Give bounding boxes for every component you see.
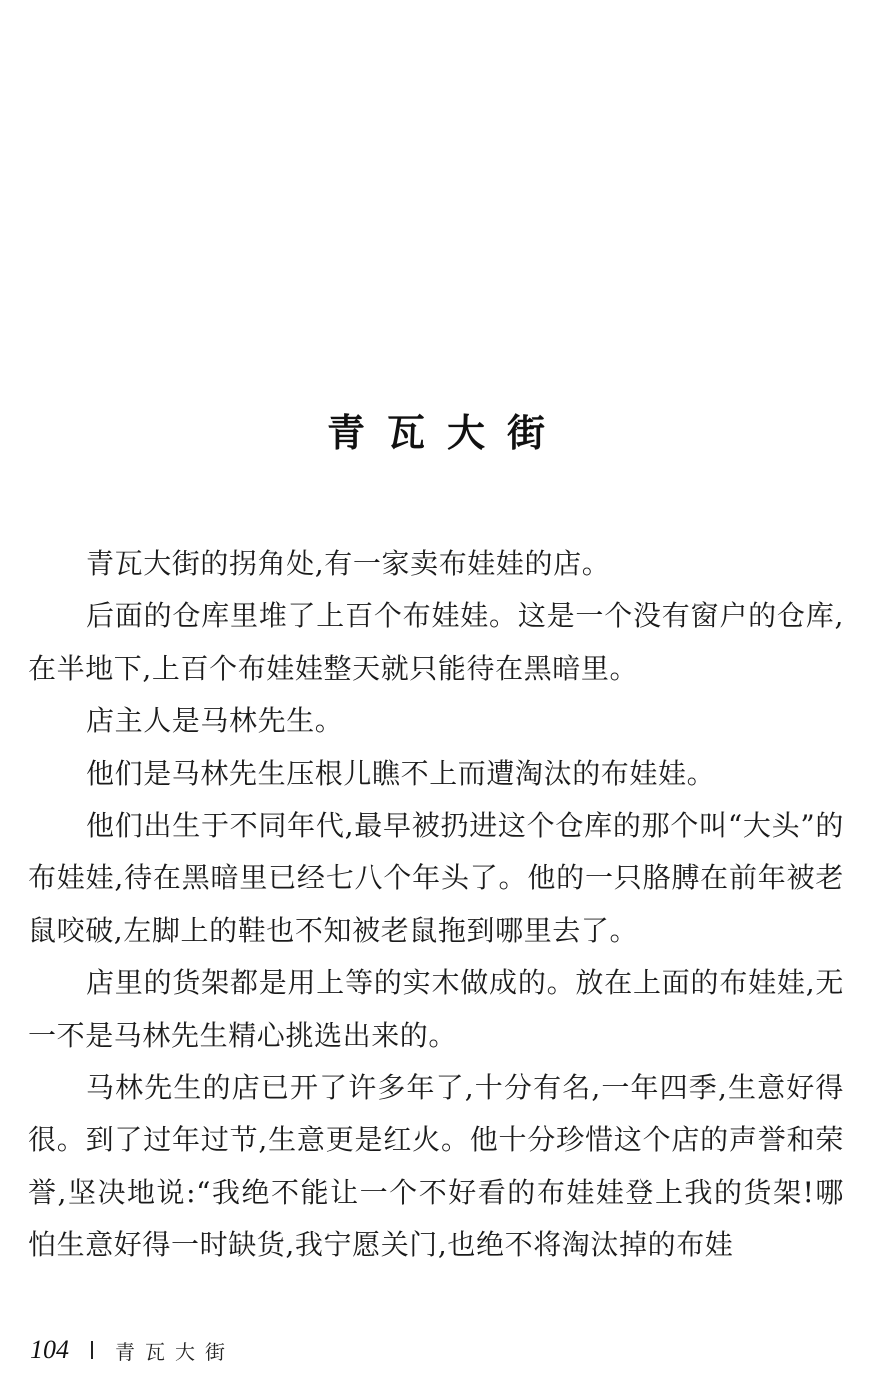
running-title: 青瓦大街 xyxy=(115,1339,235,1364)
paragraph: 店里的货架都是用上等的实木做成的。放在上面的布娃娃,无一不是马林先生精心挑选出来的。 xyxy=(28,966,844,1052)
body-text xyxy=(28,538,844,1272)
paragraph: 他们是马林先生压根儿瞧不上而遭淘汰的布娃娃。 xyxy=(86,756,716,790)
chapter-title: 青瓦大街 xyxy=(326,411,567,456)
footer-divider xyxy=(91,1341,93,1359)
paragraph: 马林先生的店已开了许多年了,十分有名,一年四季,生意好得很。到了过年过节,生意更是红火。他十分珍惜这个店的声誉和荣誉,坚决地说:“我绝不能让一个不好看的布娃娃登上我的货架!哪怕生意好得一时缺货,我宁愿关门,也绝不将淘汰掉的布娃 xyxy=(28,1071,844,1262)
paragraph: 他们出生于不同年代,最早被扔进这个仓库的那个叫“大头”的布娃娃,待在黑暗里已经七八个年头了。他的一只胳膊在前年被老鼠咬破,左脚上的鞋也不知被老鼠拖到哪里去了。 xyxy=(28,809,844,947)
page-footer xyxy=(30,1332,235,1368)
paragraph: 后面的仓库里堆了上百个布娃娃。这是一个没有窗户的仓库,在半地下,上百个布娃娃整天就只能待在黑暗里。 xyxy=(28,599,844,685)
paragraph: 青瓦大街的拐角处,有一家卖布娃娃的店。 xyxy=(86,547,611,580)
page-number: 104 xyxy=(30,1335,69,1364)
paragraph: 店主人是马林先生。 xyxy=(86,704,344,738)
